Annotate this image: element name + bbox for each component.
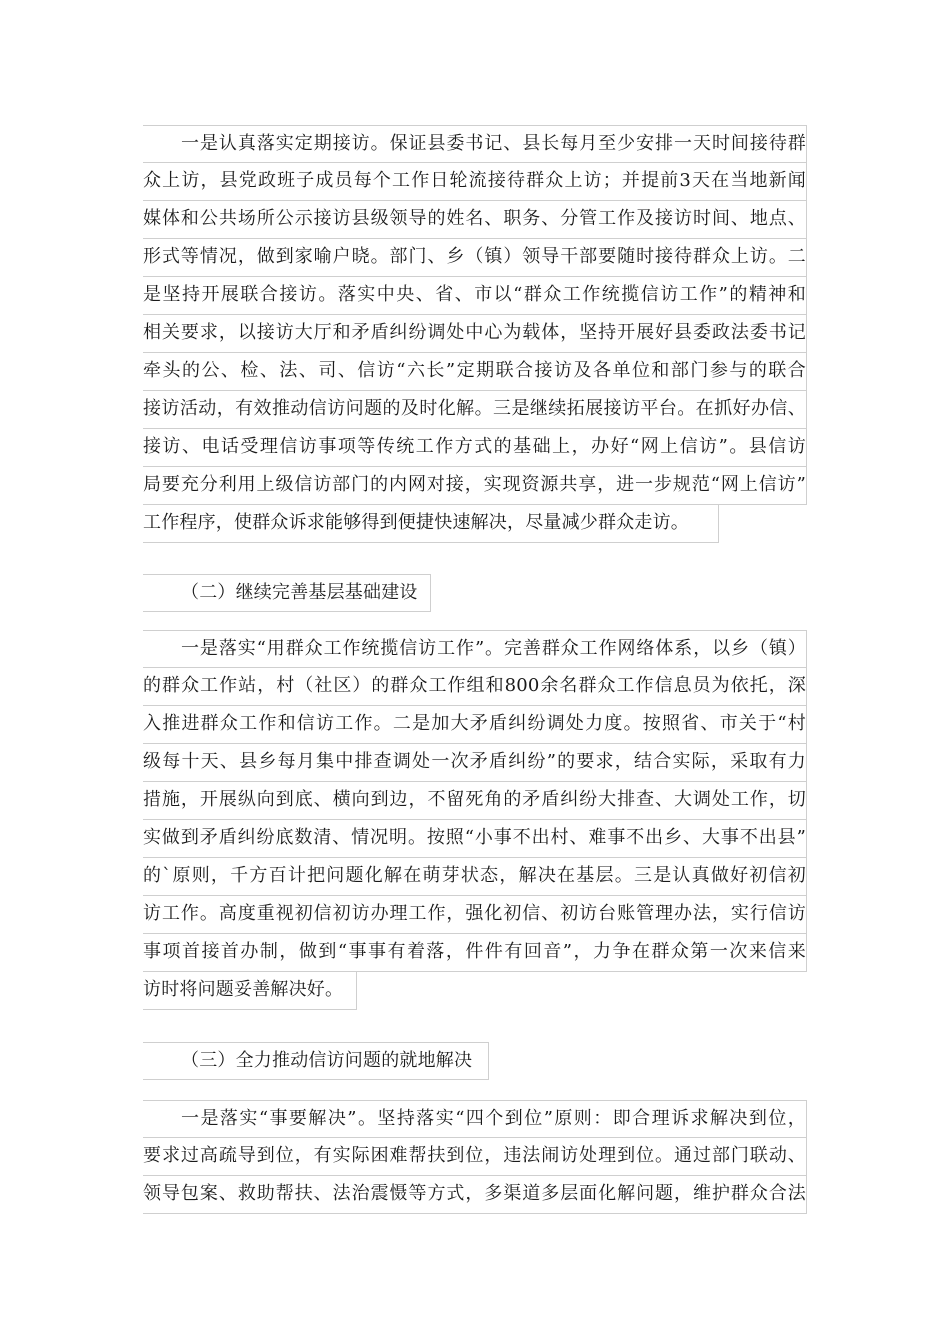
text-line: 工作程序，使群众诉求能够得到便捷快速解决，尽量减少群众走访。 — [143, 505, 719, 543]
text-line: 相关要求，以接访大厅和矛盾纠纷调处中心为载体，坚持开展好县委政法委书记 — [143, 315, 807, 353]
paragraph-2 — [143, 630, 807, 1010]
heading-text: （三）全力推动信访问题的就地解决 — [143, 1042, 489, 1080]
text-line: 众上访，县党政班子成员每个工作日轮流接待群众上访；并提前3天在当地新闻 — [143, 163, 807, 201]
text-line: 局要充分利用上级信访部门的内网对接，实现资源共享，进一步规范“网上信访” — [143, 467, 807, 505]
text-line: 牵头的公、检、法、司、信访“六长”定期联合接访及各单位和部门参与的联合 — [143, 353, 807, 391]
text-line: 领导包案、救助帮扶、法治震慑等方式，多渠道多层面化解问题，维护群众合法 — [143, 1176, 807, 1214]
text-line: 入推进群众工作和信访工作。二是加大矛盾纠纷调处力度。按照省、市关于“村 — [143, 706, 807, 744]
text-line: 级每十天、县乡每月集中排查调处一次矛盾纠纷”的要求，结合实际，采取有力 — [143, 744, 807, 782]
text-line: 的群众工作站，村（社区）的群众工作组和800余名群众工作信息员为依托，深 — [143, 668, 807, 706]
paragraph-3 — [143, 1100, 807, 1214]
text-line: 接访活动，有效推动信访问题的及时化解。三是继续拓展接访平台。在抓好办信、 — [143, 391, 807, 429]
text-line: 要求过高疏导到位，有实际困难帮扶到位，违法闹访处理到位。通过部门联动、 — [143, 1138, 807, 1176]
heading-text: （二）继续完善基层基础建设 — [143, 574, 431, 612]
text-line: 形式等情况，做到家喻户晓。部门、乡（镇）领导干部要随时接待群众上访。二 — [143, 239, 807, 277]
text-line: 一是落实“事要解决”。坚持落实“四个到位”原则：即合理诉求解决到位， — [143, 1100, 807, 1138]
section-heading-2 — [143, 574, 431, 612]
text-line: 媒体和公共场所公示接访县级领导的姓名、职务、分管工作及接访时间、地点、 — [143, 201, 807, 239]
text-line: 实做到矛盾纠纷底数清、情况明。按照“小事不出村、难事不出乡、大事不出县” — [143, 820, 807, 858]
text-line: 事项首接首办制，做到“事事有着落，件件有回音”，力争在群众第一次来信来 — [143, 934, 807, 972]
text-line: 接访、电话受理信访事项等传统工作方式的基础上，办好“网上信访”。县信访 — [143, 429, 807, 467]
paragraph-1 — [143, 125, 807, 543]
text-line: 是坚持开展联合接访。落实中央、省、市以“群众工作统揽信访工作”的精神和 — [143, 277, 807, 315]
text-line: 访时将问题妥善解决好。 — [143, 972, 357, 1010]
text-line: 访工作。高度重视初信初访办理工作，强化初信、初访台账管理办法，实行信访 — [143, 896, 807, 934]
text-line: 的`原则，千方百计把问题化解在萌芽状态，解决在基层。三是认真做好初信初 — [143, 858, 807, 896]
text-line: 措施，开展纵向到底、横向到边，不留死角的矛盾纠纷大排查、大调处工作，切 — [143, 782, 807, 820]
text-line: 一是落实“用群众工作统揽信访工作”。完善群众工作网络体系，以乡（镇） — [143, 630, 807, 668]
text-line: 一是认真落实定期接访。保证县委书记、县长每月至少安排一天时间接待群 — [143, 125, 807, 163]
section-heading-3 — [143, 1042, 489, 1080]
